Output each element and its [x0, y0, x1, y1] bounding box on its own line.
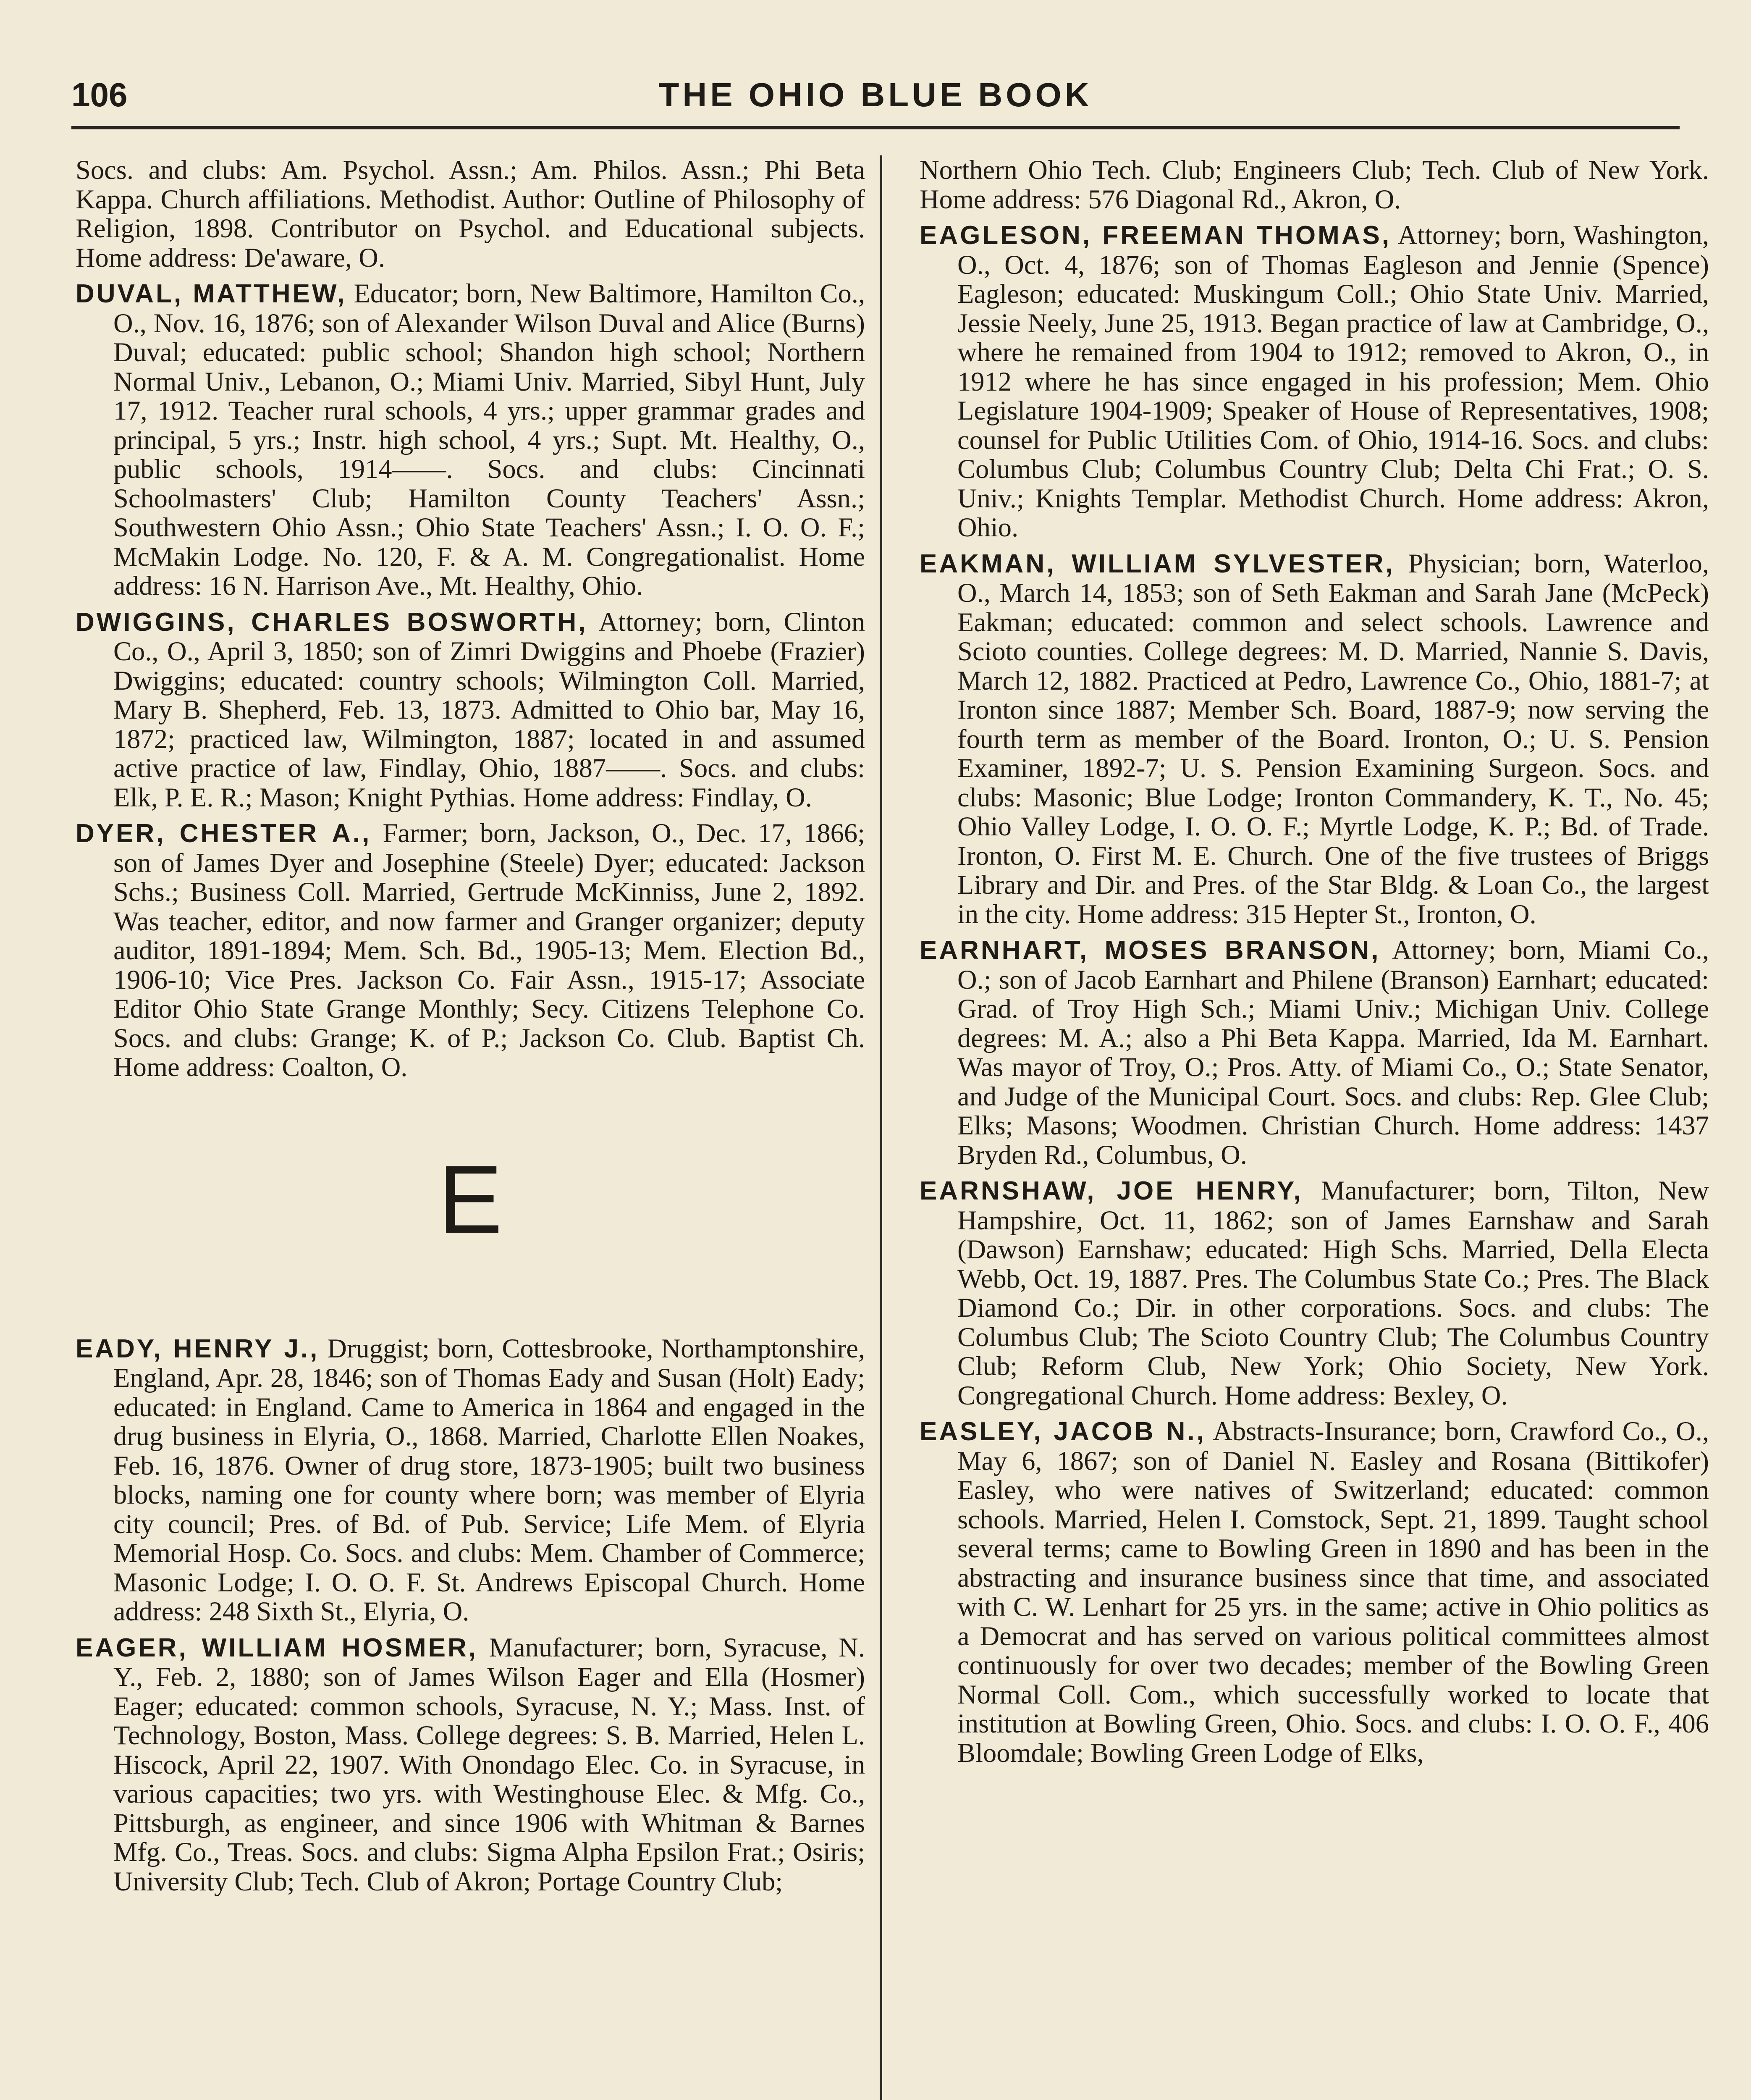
biography-entry: [76, 607, 865, 812]
continuation-text: [76, 155, 865, 272]
column-divider: [880, 155, 882, 2100]
entry-text: Druggist; born, Cottesbrooke, Northamptonshire, England, Apr. 28, 1846; son of Thomas Eady and Susan (Holt) Eady; educated: in England. Came to America in 1864 and engaged in the drug business in Elyria, O., 1868. Married, Charlotte Ellen Noakes, Feb. 16, 1876. Owner of drug store, 1873-1905; built two business blocks, naming one for county where born; was member of Elyria city council; Pres. of Bd. of Pub. Service; Life Mem. of Elyria Memorial Hosp. Co. Socs. and clubs: Mem. Chamber of Commerce; Masonic Lodge; I. O. O. F. St. Andrews Episcopal Church. Home address: 248 Sixth St., Elyria, O.: [113, 1333, 865, 1626]
section-letter: E: [438, 1145, 503, 1253]
biography-entry: [76, 279, 865, 601]
entry-paragraph: [76, 607, 865, 812]
entry-name: EARNSHAW, JOE HENRY,: [920, 1176, 1303, 1205]
entry-paragraph: [920, 1417, 1709, 1767]
entry-text: Abstracts-Insurance; born, Crawford Co., O., May 6, 1867; son of Daniel N. Easley and Rosana (Bittikofer) Easley, who were natives of Switzerland; educated: common schools. Married, Helen I. Comstock, Sept. 21, 1899. Taught school several terms; came to Bowling Green in 1890 and has been in the abstracting and insurance business since that time, and associated with C. W. Lenhart for 25 yrs. in the same; active in Ohio politics as a Democrat and has served on various political committees almost continuously for over two decades; member of the Bowling Green Normal Coll. Com., which successfully worked to locate that institution at Bowling Green, Ohio. Socs. and clubs: I. O. O. F., 406 Bloomdale; Bowling Green Lodge of Elks,: [957, 1416, 1709, 1768]
entry-name: DUVAL, MATTHEW,: [76, 279, 347, 308]
entry-text: Physician; born, Waterloo, O., March 14, 1853; son of Seth Eakman and Sarah Jane (McPeck) Eakman; educated: common and select schools. Lawrence and Scioto counties. College degrees: M. D. Married, Nannie S. Davis, March 12, 1882. Practiced at Pedro, Lawrence Co., Ohio, 1881-7; at Ironton since 1887; Member Sch. Board, 1887-9; now serving the fourth term as member of the Board. Ironton, O.; U. S. Pension Examiner, 1892-7; U. S. Pension Examining Surgeon. Socs. and clubs: Masonic; Blue Lodge; Ironton Commandery, K. T., No. 45; Ohio Valley Lodge, I. O. O. F.; Myrtle Lodge, K. P.; Bd. of Trade. Ironton, O. First M. E. Church. One of the five trustees of Briggs Library and Dir. and Pres. of the Star Bldg. & Loan Co., the largest in the city. Home address: 315 Hepter St., Ironton, O.: [957, 548, 1709, 929]
biography-entry: [920, 220, 1709, 542]
entry-text: Attorney; born, Washington, O., Oct. 4, 1876; son of Thomas Eagleson and Jennie (Spence) Eagleson; educated: Muskingum Coll.; Ohio State Univ. Married, Jessie Neely, June 25, 1913. Began practice of law at Cambridge, O., where he remained from 1904 to 1912; removed to Akron, O., in 1912 where he has since engaged in his profession; Mem. Ohio Legislature 1904-1909; Speaker of House of Representatives, 1908; counsel for Public Utilities Com. of Ohio, 1914-16. Socs. and clubs: Columbus Club; Columbus Country Club; Delta Chi Frat.; O. S. Univ.; Knights Templar. Methodist Church. Home address: Akron, Ohio.: [957, 220, 1709, 542]
biography-entry: [76, 1633, 865, 1896]
entry-text: Attorney; born, Miami Co., O.; son of Jacob Earnhart and Philene (Branson) Earnhart; educated: Grad. of Troy High Sch.; Miami Univ.; Michigan Univ. College degrees: M. A.; also a Phi Beta Kappa. Married, Ida M. Earnhart. Was mayor of Troy, O.; Pros. Atty. of Miami Co., O.; State Senator, and Judge of the Municipal Court. Socs. and clubs: Rep. Glee Club; Elks; Masons; Woodmen. Christian Church. Home address: 1437 Bryden Rd., Columbus, O.: [957, 935, 1709, 1170]
right-column: [920, 155, 1709, 1774]
continuation-paragraph: Socs. and clubs: Am. Psychol. Assn.; Am. Philos. Assn.; Phi Beta Kappa. Church affiliations. Methodist. Author: Outline of Philosophy of Religion, 1898. Contributor on Psychol. and Educational subjects. Home address: De'aware, O.: [76, 155, 865, 273]
entry-text: Attorney; born, Clinton Co., O., April 3, 1850; son of Zimri Dwiggins and Phoebe (Frazier) Dwiggins; educated: country schools; Wilmington Coll. Married, Mary B. Shepherd, Feb. 13, 1873. Admitted to Ohio bar, May 16, 1872; practiced law, Wilmington, 1887; located in and assumed active practice of law, Findlay, Ohio, 1887——. Socs. and clubs: Elk, P. E. R.; Mason; Knight Pythias. Home address: Findlay, O.: [113, 606, 865, 812]
page-number: 106: [71, 76, 128, 113]
entry-paragraph: [920, 220, 1709, 542]
biography-entry: [920, 1417, 1709, 1767]
biography-entry: [920, 935, 1709, 1169]
running-head: THE OHIO BLUE BOOK: [658, 76, 1093, 113]
entry-name: DWIGGINS, CHARLES BOSWORTH,: [76, 607, 588, 637]
entry-name: DYER, CHESTER A.,: [76, 819, 372, 848]
entry-paragraph: [920, 1176, 1709, 1410]
entry-text: Manufacturer; born, Syracuse, N. Y., Feb. 2, 1880; son of James Wilson Eager and Ella (Hosmer) Eager; educated: common schools, Syracuse, N. Y.; Mass. Inst. of Technology, Boston, Mass. College degrees: S. B. Married, Helen L. Hiscock, April 22, 1907. With Onondago Elec. Co. in Syracuse, in various capacities; two yrs. with Westinghouse Elec. & Mfg. Co., Pittsburgh, as engineer, and since 1906 with Whitman & Barnes Mfg. Co., Treas. Socs. and clubs: Sigma Alpha Epsilon Frat.; Osiris; University Club; Tech. Club of Akron; Portage Country Club;: [113, 1632, 865, 1896]
entry-paragraph: [76, 279, 865, 601]
entry-text: Farmer; born, Jackson, O., Dec. 17, 1866; son of James Dyer and Josephine (Steele) Dyer; educated: Jackson Schs.; Business Coll. Married, Gertrude McKinniss, June 2, 1892. Was teacher, editor, and now farmer and Granger organizer; deputy auditor, 1891-1894; Mem. Sch. Bd., 1905-13; Mem. Election Bd., 1906-10; Vice Pres. Jackson Co. Fair Assn., 1915-17; Associate Editor Ohio State Grange Monthly; Secy. Citizens Telephone Co. Socs. and clubs: Grange; K. of P.; Jackson Co. Club. Baptist Ch. Home address: Coalton, O.: [113, 818, 865, 1082]
biography-entry: [76, 1334, 865, 1626]
entry-text: Manufacturer; born, Tilton, New Hampshire, Oct. 11, 1862; son of James Earnshaw and Sarah (Dawson) Earnshaw; educated: High Schs. Married, Della Electa Webb, Oct. 19, 1887. Pres. The Columbus State Co.; Pres. The Black Diamond Co.; Dir. in other corporations. Socs. and clubs: The Columbus Club; The Scioto Country Club; The Columbus Country Club; Reform Club, New York; Ohio Society, New York. Congregational Church. Home address: Bexley, O.: [957, 1176, 1709, 1410]
left-column: [76, 155, 865, 1903]
continuation-paragraph: Northern Ohio Tech. Club; Engineers Club; Tech. Club of New York. Home address: 576 Diagonal Rd., Akron, O.: [920, 155, 1709, 214]
entry-name: EAGLESON, FREEMAN THOMAS,: [920, 221, 1392, 250]
entry-name: EARNHART, MOSES BRANSON,: [920, 936, 1381, 965]
biography-entry: [920, 1176, 1709, 1410]
entry-name: EAGER, WILLIAM HOSMER,: [76, 1633, 478, 1662]
entry-paragraph: [76, 819, 865, 1082]
entry-name: EAKMAN, WILLIAM SYLVESTER,: [920, 549, 1395, 578]
continuation-text: [920, 155, 1709, 214]
biography-entry: [76, 819, 865, 1082]
entry-text: Educator; born, New Baltimore, Hamilton Co., O., Nov. 16, 1876; son of Alexander Wilson Duval and Alice (Burns) Duval; educated: public school; Shandon high school; Northern Normal Univ., Lebanon, O.; Miami Univ. Married, Sibyl Hunt, July 17, 1912. Teacher rural schools, 4 yrs.; upper grammar grades and principal, 5 yrs.; Instr. high school, 4 yrs.; Supt. Mt. Healthy, O., public schools, 1914——. Socs. and clubs: Cincinnati Schoolmasters' Club; Hamilton County Teachers' Assn.; Southwestern Ohio Assn.; Ohio State Teachers' Assn.; I. O. O. F.; McMakin Lodge. No. 120, F. & A. M. Congregationalist. Home address: 16 N. Harrison Ave., Mt. Healthy, Ohio.: [113, 278, 865, 601]
entry-paragraph: [920, 549, 1709, 929]
entry-name: EADY, HENRY J.,: [76, 1334, 320, 1363]
entry-paragraph: [76, 1334, 865, 1626]
entry-paragraph: [920, 935, 1709, 1169]
biography-entry: [920, 549, 1709, 929]
entry-name: EASLEY, JACOB N.,: [920, 1417, 1206, 1446]
entry-paragraph: [76, 1633, 865, 1896]
page-header: [71, 63, 1680, 129]
